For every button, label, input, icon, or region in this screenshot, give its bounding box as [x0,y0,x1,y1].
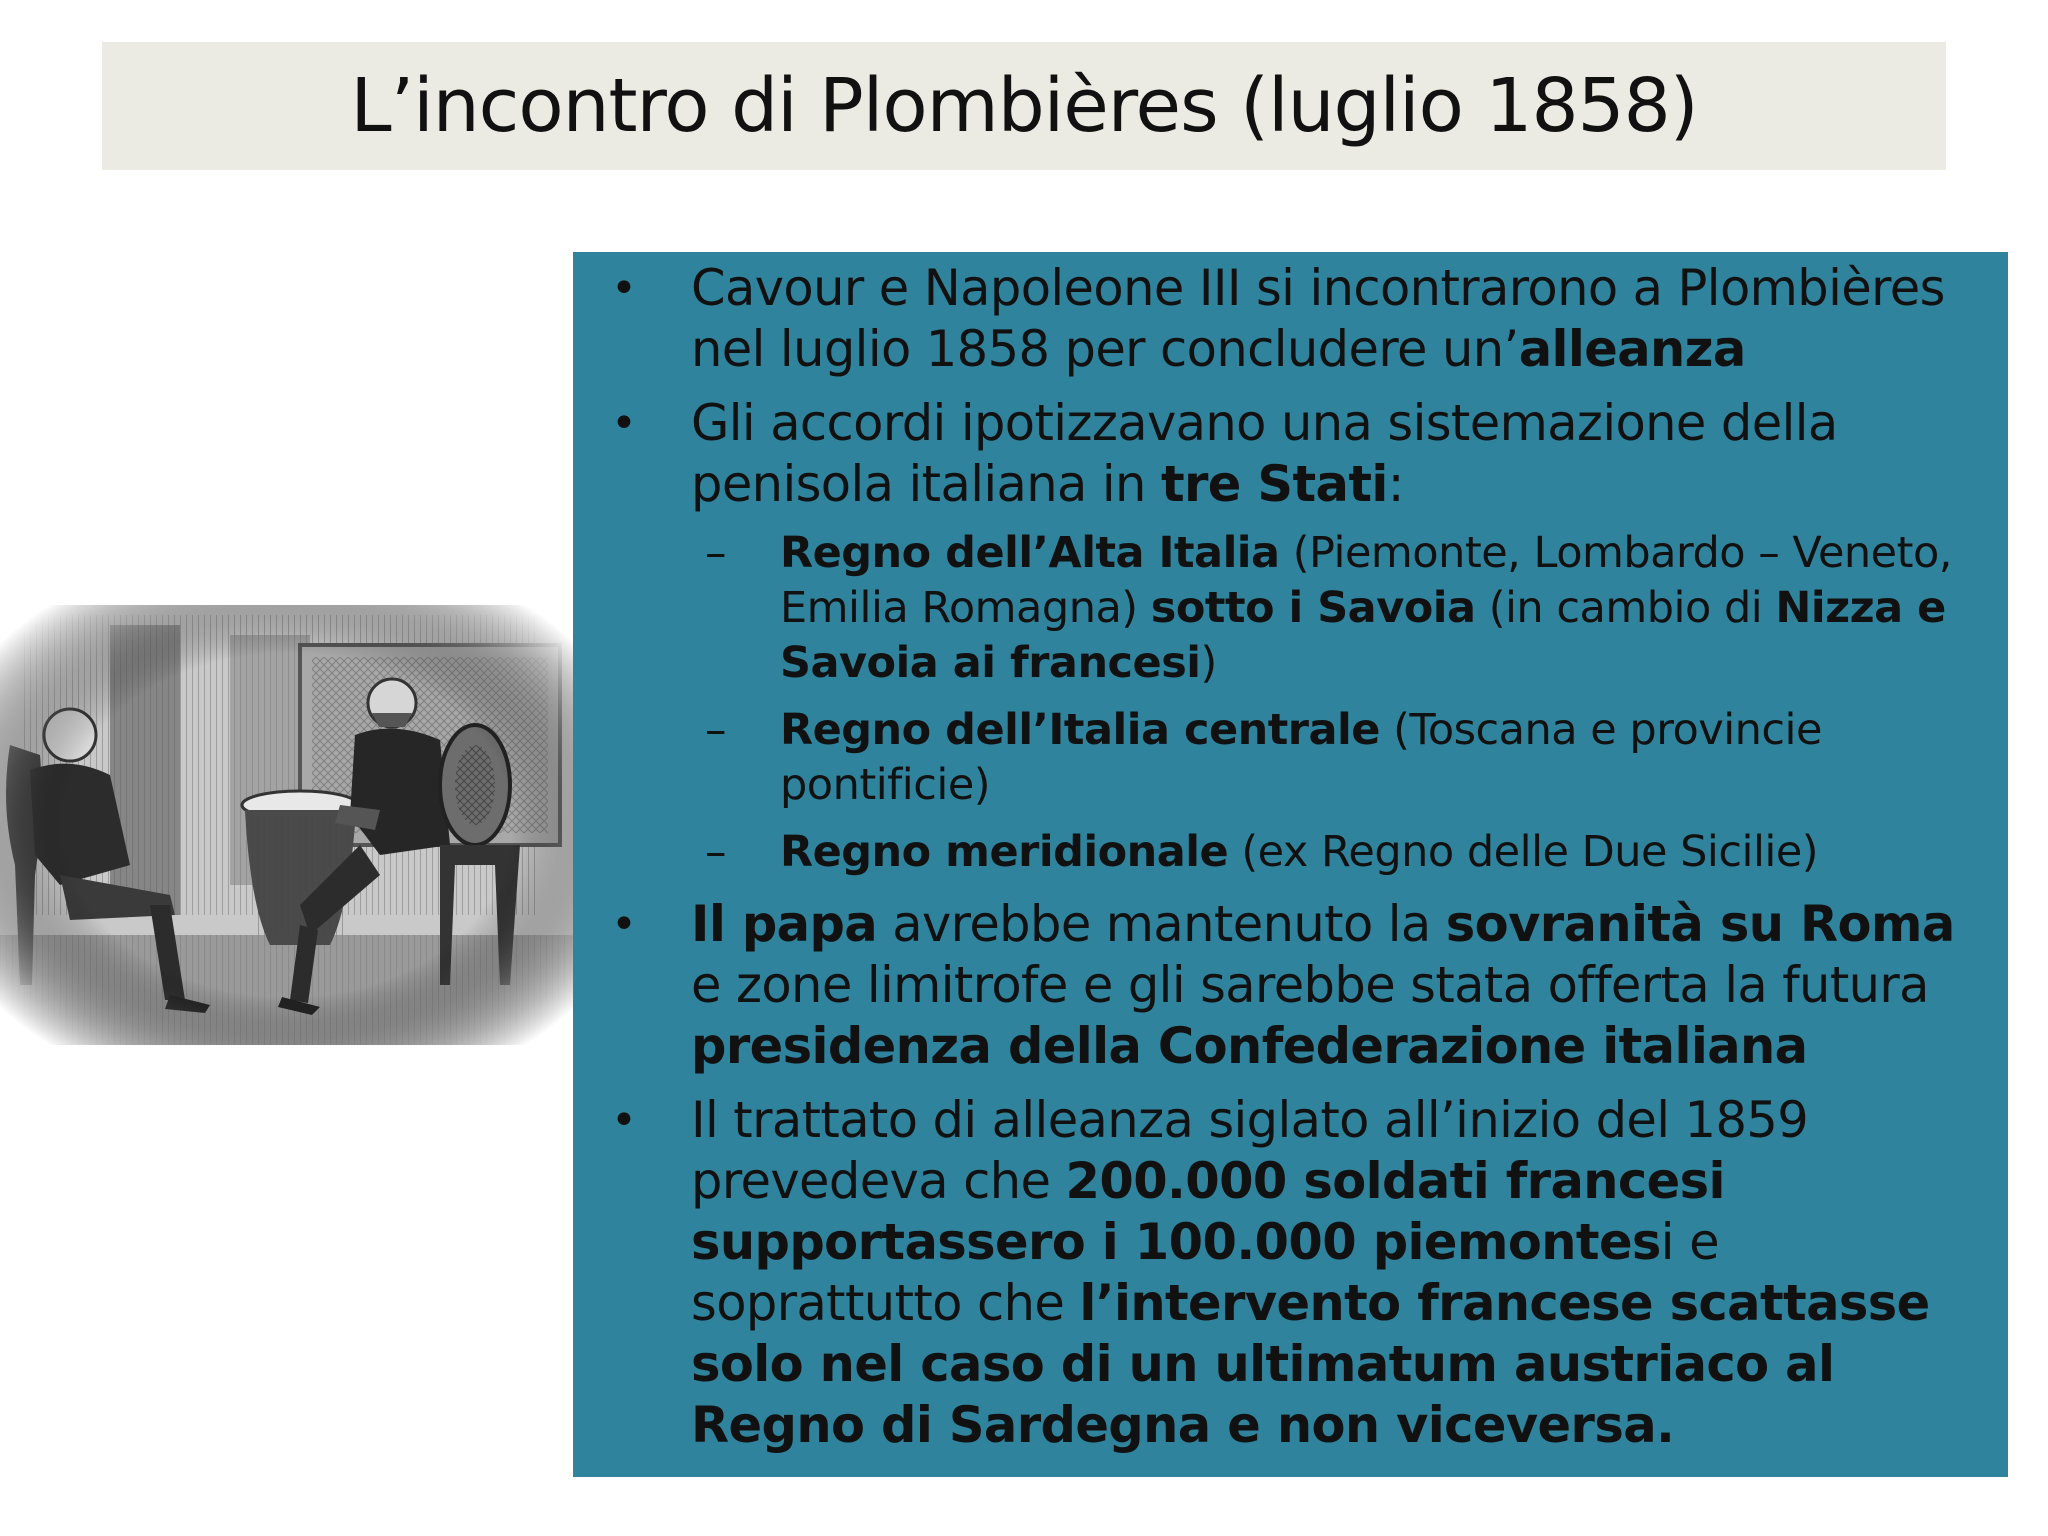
bullet-text: Il papa avrebbe mantenuto la sovranità su Roma e zone limitrofe e gli sarebbe stata offerta la futura presidenza della Confederazione italiana [691,895,1955,1075]
bullet-item [593,258,1988,380]
bullet-text: Gli accordi ipotizzavano una sistemazione della penisola italiana in tre Stati: [691,394,1838,513]
dash-marker: – [705,705,726,755]
engraving-image [0,605,575,1045]
engraving-illustration [0,605,575,1045]
sub-bullet-item [593,526,1988,691]
bullet-item [593,393,1988,515]
content-box [573,252,2008,1477]
bullet-item [593,894,1988,1077]
sub-bullet-item [593,703,1988,813]
slide-title: L’incontro di Plombières (luglio 1858) [350,63,1698,149]
dash-marker: – [705,827,726,877]
bullet-marker: • [611,398,637,449]
sub-bullet-text: Regno dell’Italia centrale (Toscana e provincie pontificie) [780,705,1822,810]
bullet-item [593,1090,1988,1456]
bullet-text: Il trattato di alleanza siglato all’inizio del 1859 prevedeva che 200.000 soldati francesi supportassero i 100.000 piemontesi e soprattutto che l’intervento francese scattasse solo nel caso di un ultimatum austriaco al Regno di Sardegna e non viceversa. [691,1091,1930,1454]
title-bar [102,42,1946,170]
sub-bullet-text: Regno meridionale (ex Regno delle Due Sicilie) [780,827,1819,877]
sub-bullet-text: Regno dell’Alta Italia (Piemonte, Lombardo – Veneto, Emilia Romagna) sotto i Savoia (in cambio di Nizza e Savoia ai francesi) [780,528,1952,688]
bullet-marker: • [611,1095,637,1146]
bullet-marker: • [611,263,637,314]
bullet-text: Cavour e Napoleone III si incontrarono a Plombières nel luglio 1858 per concludere un’alleanza [691,259,1945,378]
sub-bullet-item [593,825,1988,880]
bullet-marker: • [611,899,637,950]
dash-marker: – [705,528,726,578]
